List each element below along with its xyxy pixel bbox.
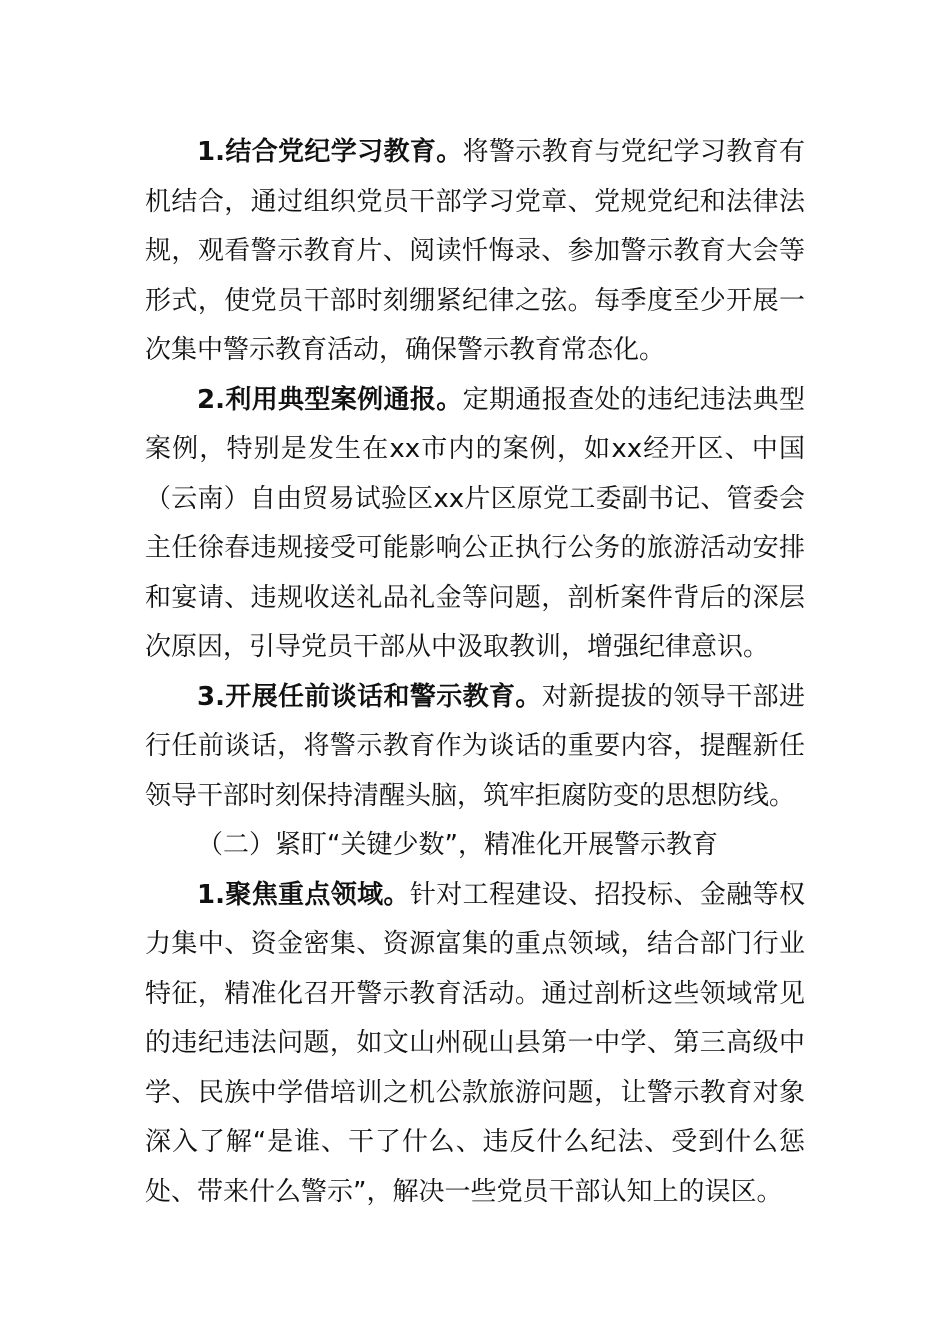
paragraph-party-discipline-study <box>145 128 805 376</box>
paragraph-typical-case-report <box>145 376 805 673</box>
paragraph-text: 将警示教育与党纪学习教育有机结合，通过组织党员干部学习党章、党规党纪和法律法规，观看警示教育片、阅读忏悔录、参加警示教育大会等形式，使党员干部时刻绷紧纪律之弦。每季度至少开展一次集中警示教育活动，确保警示教育常态化。 <box>145 137 805 365</box>
paragraph-lead: 3.开展任前谈话和警示教育。 <box>197 681 542 712</box>
paragraph-text: 对新提拔的领导干部进行任前谈话，将警示教育作为谈话的重要内容，提醒新任领导干部时刻保持清醒头脑，筑牢拒腐防变的思想防线。 <box>145 681 805 811</box>
paragraph-lead: 1.聚焦重点领域。 <box>197 879 410 910</box>
paragraph-text: 针对工程建设、招投标、金融等权力集中、资金密集、资源富集的重点领域，结合部门行业特征，精准化召开警示教育活动。通过剖析这些领域常见的违纪违法问题，如文山州砚山县第一中学、第三高级中学、民族中学借培训之机公款旅游问题，让警示教育对象深入了解“是谁、干了什么、违反什么纪法、受到什么惩处、带来什么警示”，解决一些党员干部认知上的误区。 <box>145 879 805 1207</box>
section-heading: （二）紧盯“关键少数”，精准化开展警示教育 <box>197 830 718 860</box>
paragraph-text: 定期通报查处的违纪违法典型案例，特别是发生在xx市内的案例，如xx经开区、中国（云南）自由贸易试验区xx片区原党工委副书记、管委会主任徐春违规接受可能影响公正执行公务的旅游活动安排和宴请、违规收送礼品礼金等问题，剖析案件背后的深层次原因，引导党员干部从中汲取教训，增强纪律意识。 <box>145 384 805 662</box>
paragraph-lead: 1.结合党纪学习教育。 <box>197 137 463 167</box>
paragraph-pre-appointment-talk <box>145 673 805 822</box>
paragraph-key-fields <box>145 871 805 1218</box>
paragraph-lead: 2.利用典型案例通报。 <box>197 384 463 415</box>
document-body <box>145 128 805 1217</box>
